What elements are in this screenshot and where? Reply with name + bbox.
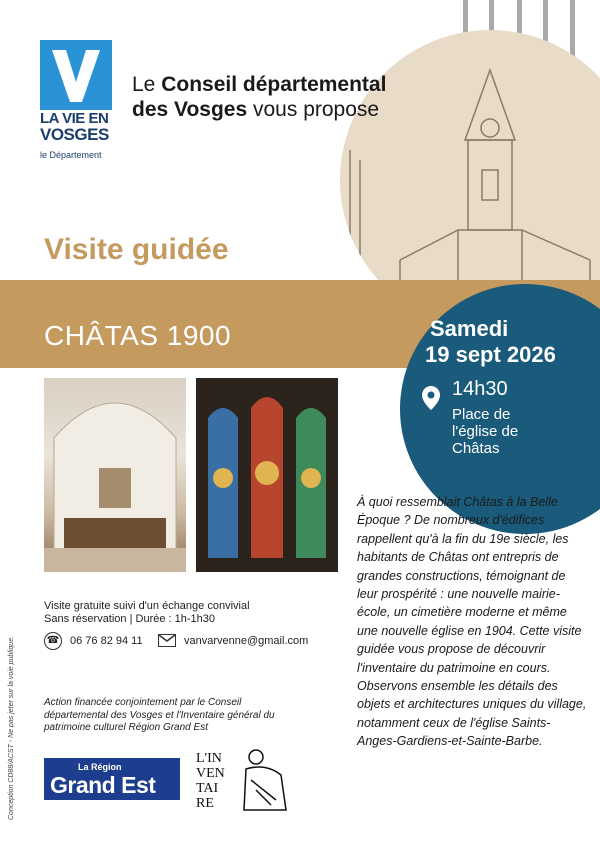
phone-icon: ☎: [44, 632, 62, 650]
info-line2: Sans réservation | Durée : 1h-1h30: [44, 613, 216, 625]
region-small: La Région: [78, 762, 122, 772]
date-day: Samedi: [430, 316, 509, 341]
date-full: 19 sept 2026: [425, 342, 556, 367]
place-line2: l'église de: [452, 423, 519, 440]
stained-glass-photo: [196, 378, 338, 572]
logo-subtitle: le Département: [40, 150, 102, 160]
intro-plain1: Le: [132, 73, 162, 96]
event-place: [452, 406, 572, 457]
vosges-logo: [40, 40, 112, 110]
info-line1: Visite gratuite suivi d'un échange convivial: [44, 600, 250, 612]
funding-text: Action financée conjointement par le Conseil départemental des Vosges et l'Inventaire général du patrimoine culturel Région Grand Est: [44, 697, 275, 733]
church-interior-photo: [44, 378, 186, 572]
intro-bold1: Conseil départemental: [161, 73, 387, 96]
region-big: Grand Est: [50, 772, 156, 798]
location-pin-icon: [422, 386, 440, 415]
logo-wordmark: [40, 112, 109, 144]
place-title: CHÂTAS 1900: [44, 320, 232, 351]
inv-l3: TAI: [196, 781, 219, 796]
email-link[interactable]: vanvarvenne@gmail.com: [184, 635, 309, 647]
logo-line2: VOSGES: [40, 125, 109, 144]
intro-bold2: des Vosges: [132, 98, 248, 121]
visit-info: [44, 600, 250, 626]
phone-number[interactable]: 06 76 82 94 11: [70, 635, 143, 647]
description-text: À quoi ressemblait Châtas à la Belle Époque ? De nombreux d'édifices rappellent qu'à la fin du 19e siècle, les habitants de Châtas ont entrepris de grandes constructions, témoignant de leur prospérité : une nouvelle mairie-école, un cimetière moderne et même une nouvelle église en 1904. Cette visite guidée vous propose de découvrir l'inventaire du patrimoine en cours. Observons ensemble les détails des objets et architectures uniques du village, notamment ceux de l'église Saints-Anges-Gardiens-et-Sainte-Barbe.: [357, 495, 587, 749]
mail-icon: [158, 634, 176, 647]
inv-l2: VEN: [196, 766, 225, 781]
event-time: 14h30: [452, 378, 508, 400]
inv-l4: RE: [196, 796, 214, 811]
event-title: Visite guidée: [44, 233, 229, 266]
inv-l1: L'IN: [196, 751, 222, 766]
intro-plain2: vous propose: [247, 98, 380, 121]
region-grand-est-logo: [44, 758, 180, 800]
inventaire-logo: [196, 745, 296, 815]
logo-line1: LA VIE EN: [40, 110, 109, 127]
place-line1: Place de: [452, 406, 511, 423]
intro-heading: [132, 72, 386, 122]
legal-mention: Conception CD88/ACST - Ne pas jeter sur la voie publique.: [8, 635, 15, 820]
place-line3: Châtas: [452, 440, 500, 457]
